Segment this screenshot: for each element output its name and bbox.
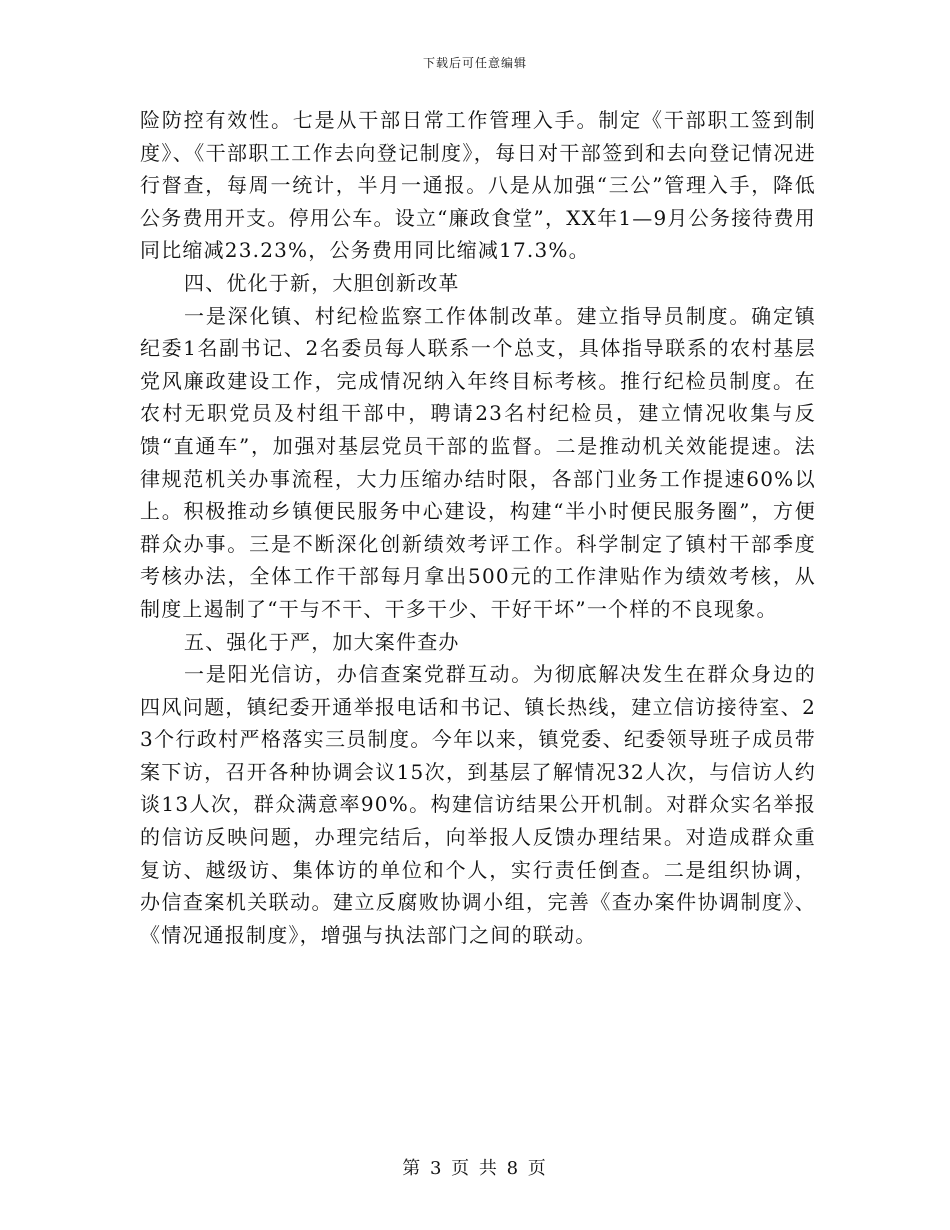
section-heading-four: 四、优化于新，大胆创新改革: [184, 270, 460, 295]
page-footer: 第 3 页 共 8 页: [402, 1158, 548, 1179]
section-heading-five: 五、强化于严，加大案件查办: [184, 629, 460, 654]
paragraph-continuation: 险防控有效性。七是从干部日常工作管理入手。制定《干部职工签到制度》、《干部职工工作去向登记制度》，每日对干部签到和去向登记情况进行督查，每周一统计，半月一通报。八是从加强“三公”管理入手，降低公务费用开支。停用公车。设立“廉政食堂”，XX年1—9月公务接待费用同比缩减23.23%，公务费用同比缩减17.3%。: [140, 108, 816, 263]
document-body: [140, 104, 816, 951]
paragraph-case-handling: 一是阳光信访，办信查案党群互动。为彻底解决发生在群众身边的四风问题，镇纪委开通举报电话和书记、镇长热线，建立信访接待室、23个行政村严格落实三员制度。今年以来，镇党委、纪委领导班子成员带案下访，召开各种协调会议15次，到基层了解情况32人次，与信访人约谈13人次，群众满意率90%。构建信访结果公开机制。对群众实名举报的信访反映问题，办理完结后，向举报人反馈办理结果。对造成群众重复访、越级访、集体访的单位和个人，实行责任倒查。二是组织协调，办信查案机关联动。建立反腐败协调小组，完善《查办案件协调制度》、《情况通报制度》，增强与执法部门之间的联动。: [140, 662, 816, 947]
page-header: 下载后可任意编辑: [422, 56, 527, 70]
paragraph-reform: 一是深化镇、村纪检监察工作体制改革。建立指导员制度。确定镇纪委1名副书记、2名委员每人联系一个总支，具体指导联系的农村基层党风廉政建设工作，完成情况纳入年终目标考核。推行纪检员制度。在农村无职党员及村组干部中，聘请23名村纪检员，建立情况收集与反馈“直通车”，加强对基层党员干部的监督。二是推动机关效能提速。法律规范机关办事流程，大力压缩办结时限，各部门业务工作提速60%以上。积极推动乡镇便民服务中心建设，构建“半小时便民服务圈”，方便群众办事。三是不断深化创新绩效考评工作。科学制定了镇村干部季度考核办法，全体工作干部每月拿出500元的工作津贴作为绩效考核，从制度上遏制了“干与不干、干多干少、干好干坏”一个样的不良现象。: [140, 303, 816, 621]
